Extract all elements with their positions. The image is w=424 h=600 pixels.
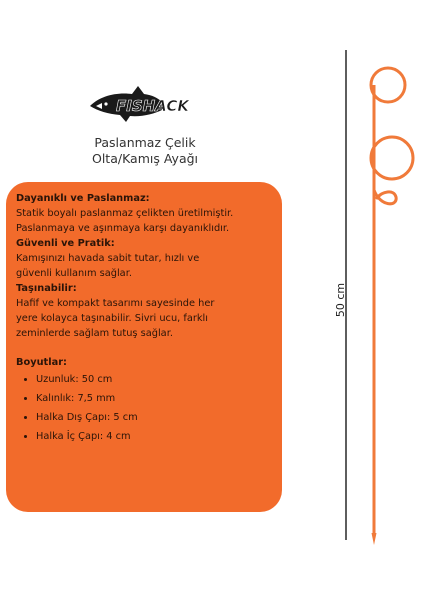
dimension-item: • Uzunluk: 50 cm: [36, 372, 272, 387]
dimension-item: • Kalınlık: 7,5 mm: [36, 391, 272, 406]
feature-line: Statik boyalı paslanmaz çelikten üretilmiştir.: [16, 208, 234, 219]
feature-heading: Güvenli ve Pratik:: [16, 238, 115, 249]
length-label: 50 cm: [334, 282, 347, 318]
product-title: [60, 135, 230, 167]
middle-ring: [371, 137, 413, 179]
svg-text:FISHACK: FISHACK: [116, 97, 189, 115]
product-title-line2: Olta/Kamış Ayağı: [91, 151, 199, 166]
feature-line: Paslanmaya ve aşınmaya karşı dayanıklıdır.: [16, 223, 230, 234]
feature-line: güvenli kullanım sağlar.: [16, 268, 132, 279]
stake-illustration: [352, 55, 422, 545]
feature-line: yere kolayca taşınabilir. Sivri ucu, farklı: [16, 313, 208, 324]
feature-line: Hafif ve kompakt tasarımı sayesinde her: [16, 298, 215, 309]
feature-panel: [6, 182, 282, 512]
feature-line: Kamışınızı havada sabit tutar, hızlı ve: [16, 253, 200, 264]
dimension-item: • Halka Dış Çapı: 5 cm: [36, 410, 272, 425]
dimensions-heading: Boyutlar:: [16, 357, 67, 368]
hook-loop: [374, 190, 396, 204]
spacer: [16, 341, 272, 355]
dimension-item: • Halka İç Çapı: 4 cm: [36, 429, 272, 444]
product-title-line1: Paslanmaz Çelik: [94, 135, 196, 150]
fishack-logo: [86, 82, 202, 124]
dimensions-list: [16, 372, 272, 444]
feature-line: zeminlerde sağlam tutuş sağlar.: [16, 328, 173, 339]
top-ring: [371, 68, 405, 102]
stake-tip: [372, 533, 377, 545]
feature-heading: Dayanıklı ve Paslanmaz:: [16, 193, 150, 204]
feature-heading: Taşınabilir:: [16, 283, 77, 294]
